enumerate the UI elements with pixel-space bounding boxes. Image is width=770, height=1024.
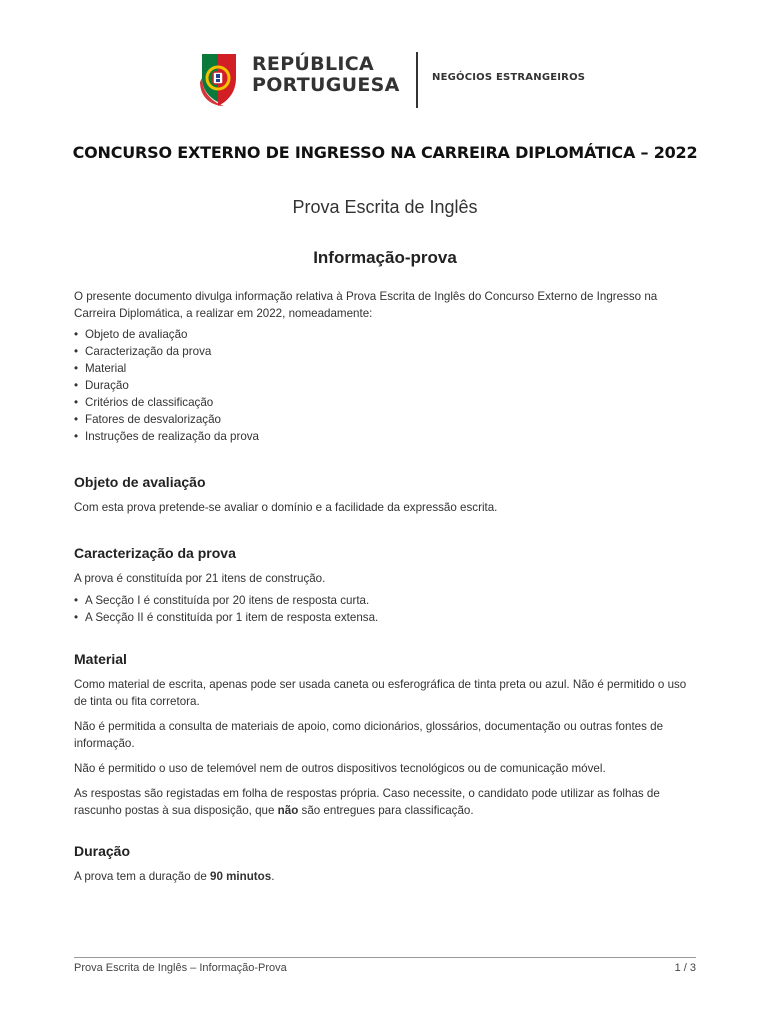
section-heading: Material — [74, 651, 127, 667]
intro-list — [74, 326, 700, 445]
section-paragraph: Não é permitida a consulta de materiais de apoio, como dicionários, glossários, documentação ou outras fontes de informação. — [74, 720, 664, 750]
page-number: 1 / 3 — [674, 962, 696, 974]
emphasis-text: não — [277, 804, 299, 817]
portugal-emblem-icon — [196, 52, 240, 108]
section-paragraph — [74, 785, 700, 819]
list-item: • Caracterização da prova — [74, 343, 700, 360]
section-heading: Duração — [74, 843, 131, 859]
section-paragraph: Não é permitido o uso de telemóvel nem de outros dispositivos tecnológicos ou de comunicação móvel. — [74, 762, 606, 775]
section-paragraph: A prova é constituída por 21 itens de construção. — [74, 572, 326, 585]
list-item: • Duração — [74, 377, 700, 394]
list-item: • A Secção I é constituída por 20 itens de resposta curta. — [74, 592, 700, 609]
text-span: . — [271, 870, 275, 883]
footer-divider — [74, 957, 696, 958]
list-item: • Critérios de classificação — [74, 394, 700, 411]
document-heading: Informação-prova — [313, 248, 457, 267]
section-material — [74, 651, 700, 819]
intro-paragraph: O presente documento divulga informação relativa à Prova Escrita de Inglês do Concurso Externo de Ingresso na Carreira Diplomática, a realizar em 2022, nomeadamente: — [74, 290, 658, 320]
logo-line-2: PORTUGUESA — [252, 74, 400, 96]
republica-portuguesa-logo — [196, 50, 586, 110]
list-item: • Objeto de avaliação — [74, 326, 700, 343]
logo-line-1: REPÚBLICA — [252, 53, 374, 75]
document-subtitle: Prova Escrita de Inglês — [292, 197, 478, 217]
text-span: A prova tem a duração de — [74, 870, 210, 883]
intro-section — [74, 288, 700, 445]
emphasis-text: 90 minutos — [210, 870, 272, 883]
ministry-name: NEGÓCIOS ESTRANGEIROS — [432, 72, 586, 83]
section-heading: Objeto de avaliação — [74, 474, 206, 490]
sections-list — [74, 592, 700, 626]
section-objeto — [74, 474, 700, 516]
section-heading: Caracterização da prova — [74, 545, 236, 561]
text-span: As respostas são registadas em folha de respostas própria. Caso necessite, o candidato pode utilizar as folhas de rascunho postas à sua disposição, que — [74, 787, 660, 817]
logo-wordmark — [252, 54, 400, 96]
section-paragraph: Com esta prova pretende-se avaliar o domínio e a facilidade da expressão escrita. — [74, 501, 498, 514]
section-duracao — [74, 843, 700, 885]
document-body — [74, 288, 700, 885]
section-paragraph — [74, 868, 700, 885]
list-item: • Fatores de desvalorização — [74, 411, 700, 428]
document-title: CONCURSO EXTERNO DE INGRESSO NA CARREIRA DIPLOMÁTICA – 2022 — [72, 143, 698, 162]
list-item: • A Secção II é constituída por 1 item de resposta extensa. — [74, 609, 700, 626]
logo-divider — [416, 52, 418, 108]
section-caracterizacao — [74, 545, 700, 626]
list-item: • Instruções de realização da prova — [74, 428, 700, 445]
text-span: são entregues para classificação. — [298, 804, 474, 817]
list-item: • Material — [74, 360, 700, 377]
section-paragraph: Como material de escrita, apenas pode ser usada caneta ou esferográfica de tinta preta ou azul. Não é permitido o uso de tinta ou fita corretora. — [74, 678, 687, 708]
footer-document-name: Prova Escrita de Inglês – Informação-Prova — [74, 962, 287, 974]
